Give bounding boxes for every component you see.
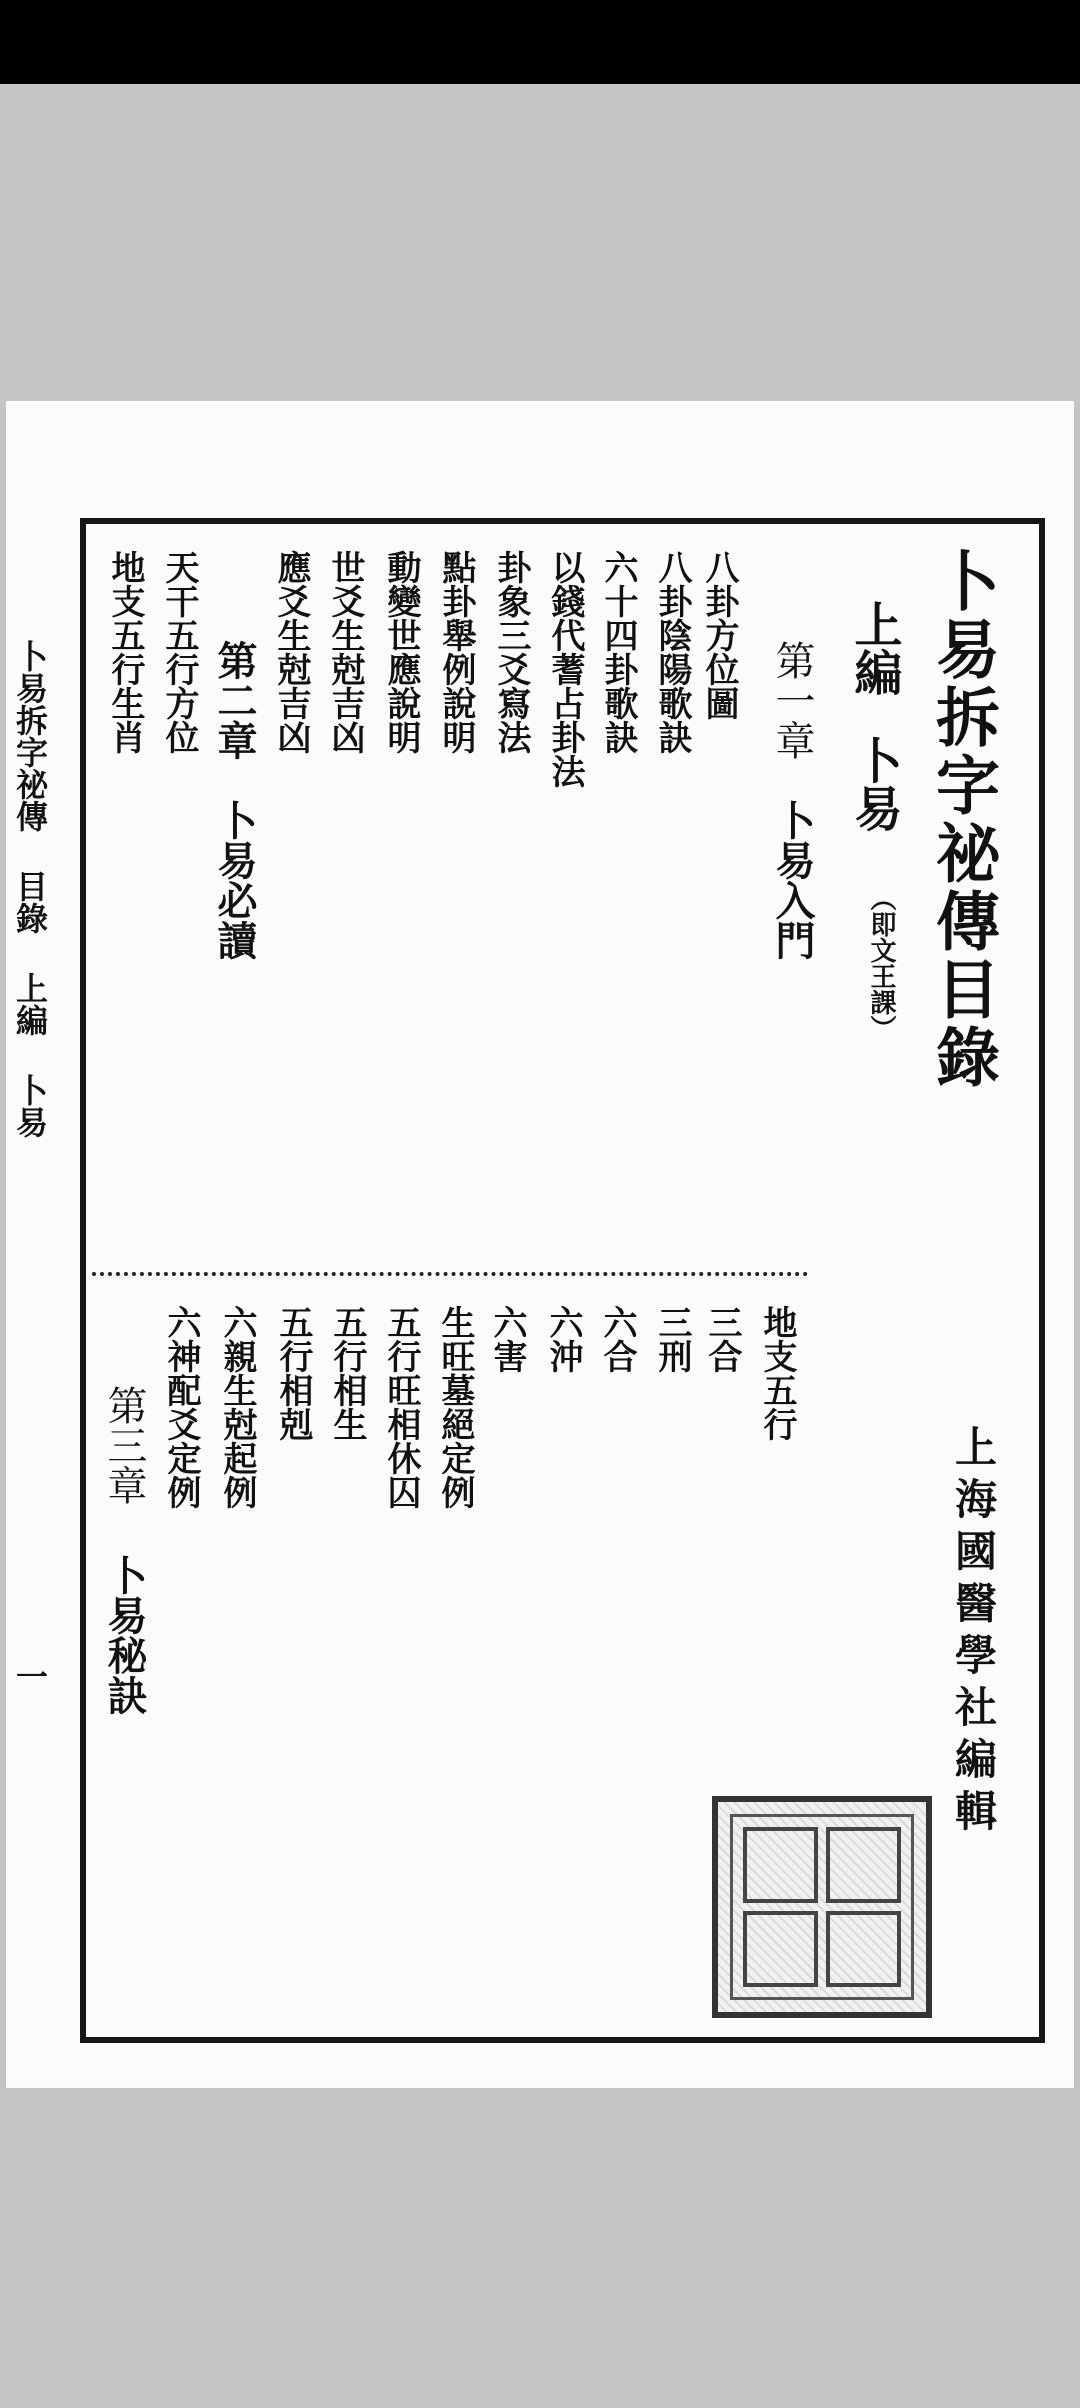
chapter1-name: 卜易入門: [769, 800, 816, 960]
list-item: 動變世應說明: [381, 550, 421, 754]
status-bar: [0, 0, 1080, 84]
chapter2-number: 第二章: [211, 640, 258, 760]
list-item: 卦象三爻寫法: [491, 550, 531, 754]
list-item: 六合: [597, 1305, 637, 1373]
volume-name: 卜易: [846, 736, 902, 832]
list-item: 地支五行: [757, 1305, 797, 1441]
list-item: 六十四卦歌訣: [598, 550, 638, 754]
list-item: 應爻生尅吉凶: [271, 550, 311, 754]
list-item: 地支五行生肖: [105, 550, 145, 754]
list-item: 八卦方位圖: [699, 550, 739, 720]
chapter1-number: 第一章: [769, 640, 815, 760]
seal-stamp: [712, 1796, 932, 2018]
list-item: 八卦陰陽歌訣: [652, 550, 692, 754]
list-item: 五行相生: [327, 1305, 367, 1441]
margin-running-title: 卜易拆字祕傳 目錄 上編 卜易: [11, 640, 49, 1138]
seal-pattern: [730, 1814, 914, 2000]
publisher: 上海國醫學社編輯: [949, 1425, 998, 1841]
list-item: 三合: [702, 1305, 742, 1373]
list-item: 五行相剋: [273, 1305, 313, 1441]
chapter1-heading: [769, 640, 816, 960]
page-title: 卜易拆字祕傳目錄: [925, 548, 1000, 1092]
chapter2-heading: [211, 640, 258, 960]
chapter3-name: 卜易秘訣: [101, 1555, 148, 1715]
section-divider: [92, 1272, 808, 1276]
list-item: 六沖: [543, 1305, 583, 1373]
list-item: 點卦舉例說明: [436, 550, 476, 754]
volume-heading: [846, 600, 902, 832]
list-item: 三刑: [652, 1305, 692, 1373]
chapter2-name: 卜易必讀: [211, 800, 258, 960]
page-number: 一: [11, 1660, 49, 1692]
list-item: 六親生尅起例: [217, 1305, 257, 1509]
list-item: 六神配爻定例: [161, 1305, 201, 1509]
volume-note: （即文王課）: [866, 885, 896, 1041]
list-item: 以錢代蓍占卦法: [545, 550, 585, 788]
list-item: 天干五行方位: [159, 550, 199, 754]
list-item: 五行旺相休囚: [381, 1305, 421, 1509]
chapter3-number: 第三章: [101, 1385, 147, 1505]
list-item: 生旺墓絕定例: [435, 1305, 475, 1509]
list-item: 六害: [487, 1305, 527, 1373]
volume-label: 上編: [846, 600, 902, 696]
list-item: 世爻生尅吉凶: [325, 550, 365, 754]
chapter3-heading: [101, 1385, 148, 1715]
